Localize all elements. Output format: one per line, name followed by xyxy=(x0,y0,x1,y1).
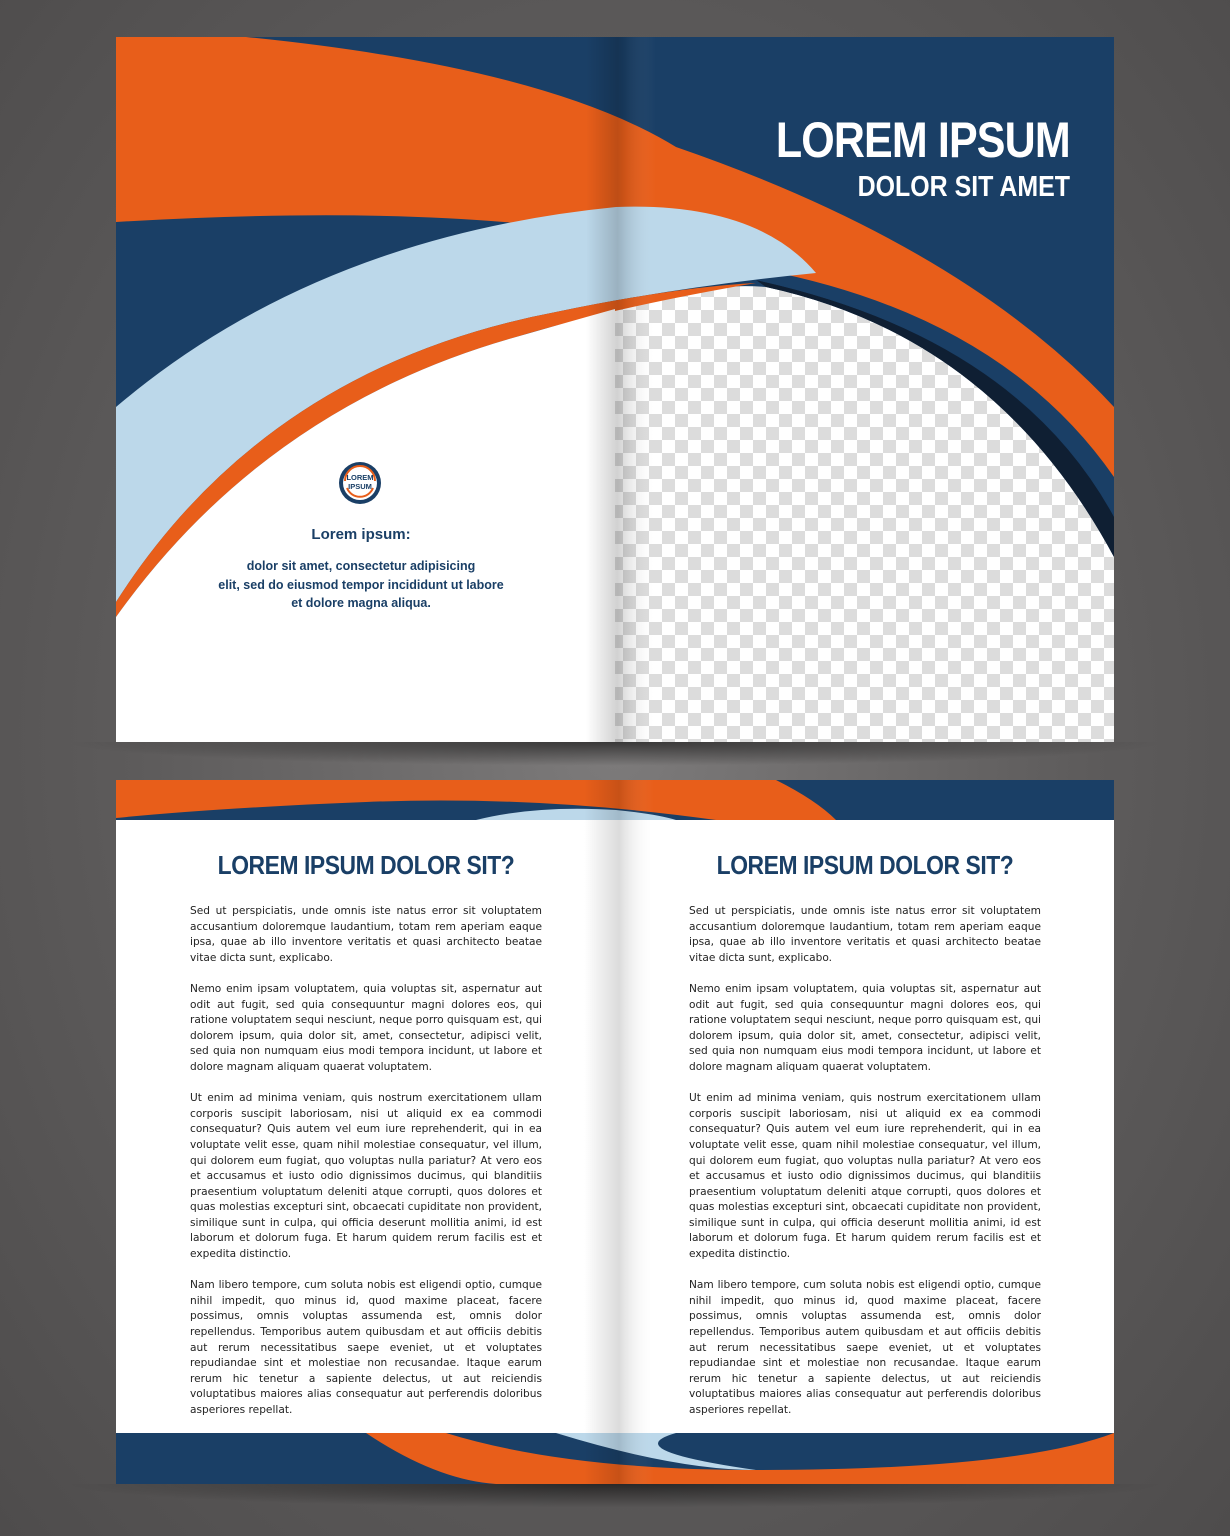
cover-spread xyxy=(116,37,1114,742)
left-page-body xyxy=(190,904,542,1419)
cover-body-line: elit, sed do eiusmod tempor incididunt ut labore xyxy=(218,577,504,592)
right-paragraph: Sed ut perspiciatis, unde omnis iste natus error sit voluptatem accusantium doloremque laudantium, totam rem aperiam eaque ipsa, quae ab illo inventore veritatis et quasi architecto beatae vitae dicta sunt, explicabo. xyxy=(689,905,1041,964)
inner-left-page xyxy=(190,780,542,1419)
left-paragraph: Sed ut perspiciatis, unde omnis iste natus error sit voluptatem accusantium doloremque laudantium, totam rem aperiam eaque ipsa, quae ab illo inventore veritatis et quasi architecto beatae vitae dicta sunt, explicabo. xyxy=(190,905,542,964)
right-paragraph: Ut enim ad minima veniam, quis nostrum exercitationem ullam corporis suscipit laboriosam, nisi ut aliquid ex ea commodi consequatur? Quis autem vel eum iure reprehenderit, qui in ea voluptate velit esse, quam nihil molestiae consequatur, vel illum, qui dolorem eum fugiat, quo voluptas nulla pariatur? At vero eos et accusamus et iusto odio dignissimos ducimus, qui blanditiis praesentium voluptatum deleniti atque corrupti, quos dolores et quas molestias excepturi sint, obcaecati cupiditate non provident, similique sunt in culpa, qui officia deserunt mollitia animi, id est laborum et dolorum fuga. Et harum quidem rerum facilis est et expedita distinctio. xyxy=(689,1092,1041,1261)
logo-text xyxy=(337,473,383,491)
cover-body xyxy=(216,557,506,613)
cover-heading: Lorem ipsum: xyxy=(311,526,411,543)
inner-fold-shade xyxy=(584,780,654,1484)
inner-spread-shadow xyxy=(60,1484,1170,1508)
right-paragraph: Nam libero tempore, cum soluta nobis est eligendi optio, cumque nihil impedit, quo minus id, quod maxime placeat, facere possimus, omnis voluptas assumenda est, omnis dolor repellendus. Temporibus autem quibusdam et aut officiis debitis aut rerum necessitatibus saepe eveniet, ut et voluptates repudiandae sint et molestiae non recusandae. Itaque earum rerum hic tenetur a sapiente delectus, ut aut reiciendis voluptatibus maiores alias consequatur aut perferendis doloribus asperiores repellat. xyxy=(689,1279,1041,1416)
logo-text-line2: IPSUM xyxy=(348,482,372,491)
cover-fold-shade xyxy=(586,37,656,742)
left-paragraph: Ut enim ad minima veniam, quis nostrum exercitationem ullam corporis suscipit laboriosam, nisi ut aliquid ex ea commodi consequatur? Quis autem vel eum iure reprehenderit, qui in ea voluptate velit esse, quam nihil molestiae consequatur, vel illum, qui dolorem eum fugiat, quo voluptas nulla pariatur? At vero eos et accusamus et iusto odio dignissimos ducimus, qui blanditiis praesentium voluptatum deleniti atque corrupti, quos dolores et quas molestias excepturi sint, obcaecati cupiditate non provident, similique sunt in culpa, qui officia deserunt mollitia animi, id est laborum et dolorum fuga. Et harum quidem rerum facilis est et expedita distinctio. xyxy=(190,1092,542,1261)
logo-text-line1: LOREM xyxy=(346,473,374,482)
cover-body-line: et dolore magna aliqua. xyxy=(291,596,431,610)
right-paragraph: Nemo enim ipsam voluptatem, quia voluptas sit, aspernatur aut odit aut fugit, sed quia consequuntur magni dolores eos, qui ratione voluptatem sequi nesciunt, neque porro quisquam est, qui dolorem ipsum, quia dolor sit, amet, consectetur, adipisci velit, sed quia non numquam eius modi tempora incidunt, ut labore et dolore magnam aliquam quaerat voluptatem. xyxy=(689,982,1041,1073)
right-page-body xyxy=(689,904,1041,1419)
inner-spread xyxy=(116,780,1114,1484)
logo xyxy=(337,460,383,506)
cover-spread-shadow xyxy=(60,742,1170,766)
left-page-heading: LOREM IPSUM DOLOR SIT? xyxy=(217,850,515,880)
inner-right-page xyxy=(689,780,1041,1419)
cover-title: LOREM IPSUM xyxy=(776,112,1070,168)
left-paragraph: Nam libero tempore, cum soluta nobis est eligendi optio, cumque nihil impedit, quo minus id, quod maxime placeat, facere possimus, omnis voluptas assumenda est, omnis dolor repellendus. Temporibus autem quibusdam et aut officiis debitis aut rerum necessitatibus saepe eveniet, ut et voluptates repudiandae sint et molestiae non recusandae. Itaque earum rerum hic tenetur a sapiente delectus, ut aut reiciendis voluptatibus maiores alias consequatur aut perferendis doloribus asperiores repellat. xyxy=(190,1279,542,1416)
left-paragraph: Nemo enim ipsam voluptatem, quia voluptas sit, aspernatur aut odit aut fugit, sed quia consequuntur magni dolores eos, qui ratione voluptatem sequi nesciunt, neque porro quisquam est, qui dolorem ipsum, quia dolor sit, amet, consectetur, adipisci velit, sed quia non numquam eius modi tempora incidunt, ut labore et dolore magnam aliquam quaerat voluptatem. xyxy=(190,982,542,1073)
cover-subtitle: DOLOR SIT AMET xyxy=(857,171,1070,203)
cover-body-line: dolor sit amet, consectetur adipisicing xyxy=(246,559,476,573)
right-page-heading: LOREM IPSUM DOLOR SIT? xyxy=(716,850,1014,880)
